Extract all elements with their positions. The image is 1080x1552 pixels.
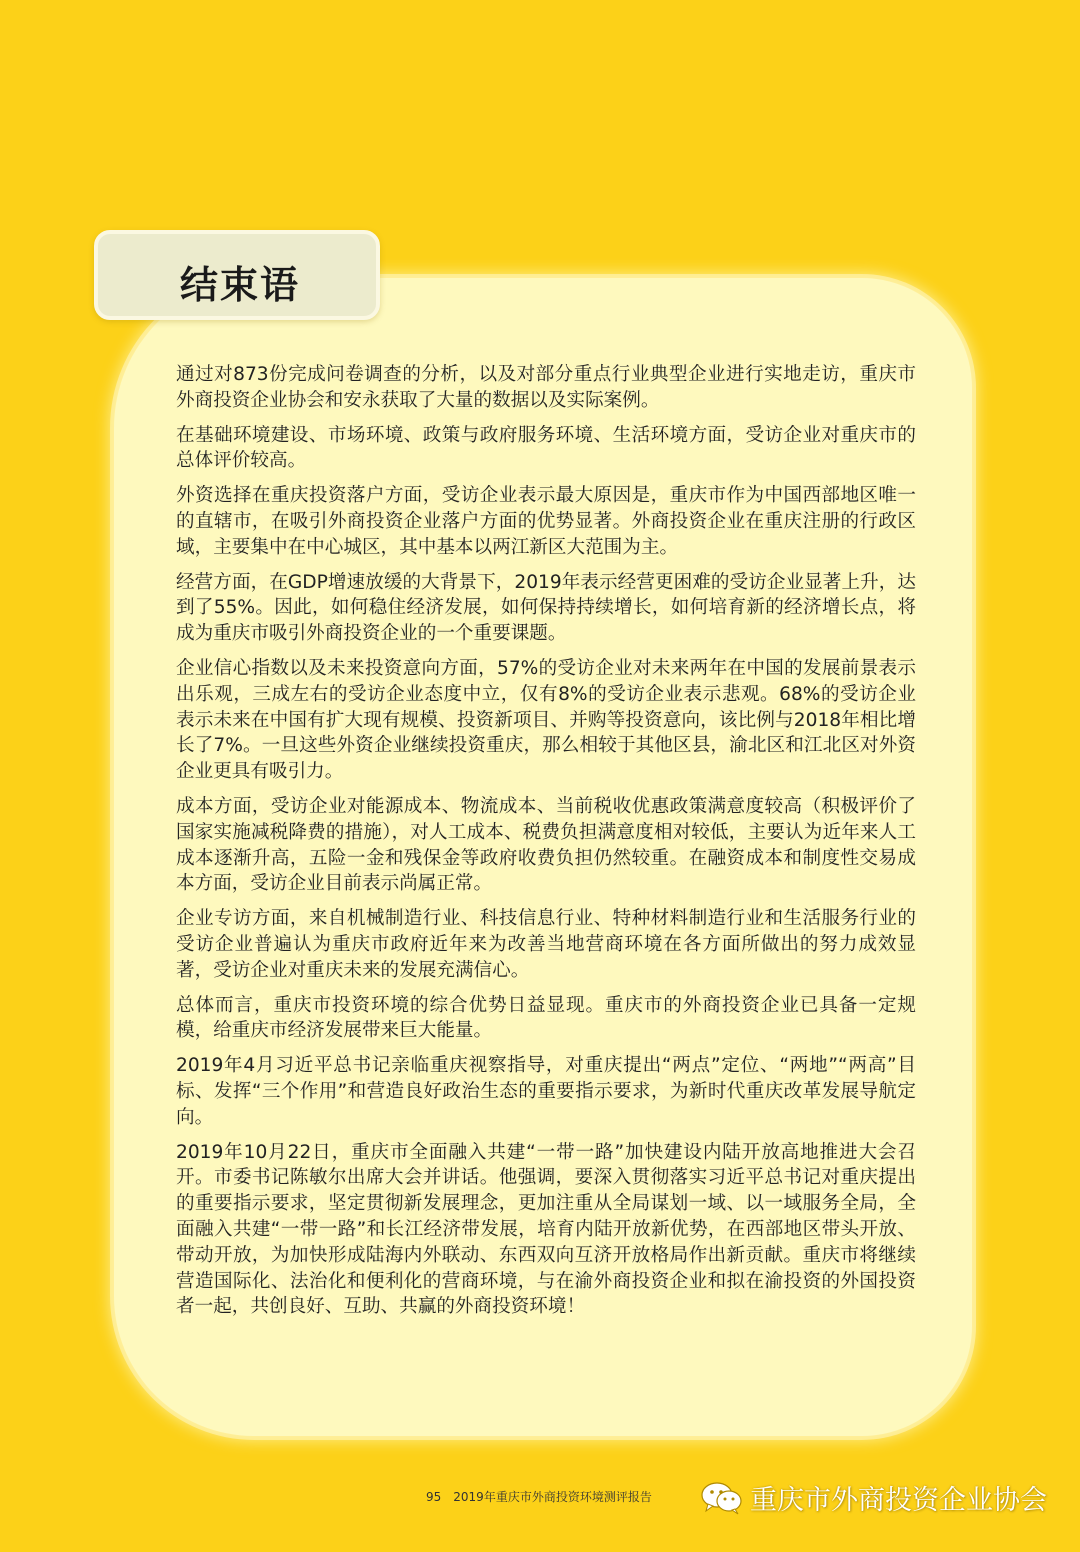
paragraph: 通过对873份完成问卷调查的分析，以及对部分重点行业典型企业进行实地走访，重庆市外商投资企业协会和安永获取了大量的数据以及实际案例。 bbox=[176, 364, 916, 411]
watermark-text: 重庆市外商投资企业协会 bbox=[750, 1485, 1047, 1516]
paragraph: 总体而言，重庆市投资环境的综合优势日益显现。重庆市的外商投资企业已具备一定规模，给重庆市经济发展带来巨大能量。 bbox=[176, 994, 916, 1042]
report-title: 2019年重庆市外商投资环境测评报告 bbox=[453, 1490, 652, 1504]
paragraph: 企业专访方面，来自机械制造行业、科技信息行业、特种材料制造行业和生活服务行业的受访企业普遍认为重庆市政府近年来为改善当地营商环境在各方面所做出的努力成效显著，受访企业对重庆未来的发展充满信心。 bbox=[176, 908, 916, 981]
page-title: 结束语 bbox=[180, 263, 301, 307]
title-tab bbox=[94, 230, 380, 320]
paragraph: 外资选择在重庆投资落户方面，受访企业表示最大原因是，重庆市作为中国西部地区唯一的直辖市，在吸引外商投资企业落户方面的优势显著。外商投资企业在重庆注册的行政区域，主要集中在中心城区，其中基本以两江新区大范围为主。 bbox=[176, 485, 916, 558]
paragraph: 成本方面，受访企业对能源成本、物流成本、当前税收优惠政策满意度较高（积极评价了国家实施减税降费的措施），对人工成本、税费负担满意度相对较低，主要认为近年来人工成本逐渐升高，五险一金和残保金等政府收费负担仍然较重。在融资成本和制度性交易成本方面，受访企业目前表示尚属正常。 bbox=[176, 795, 916, 895]
page-footer bbox=[426, 1488, 664, 1505]
wechat-watermark bbox=[700, 1478, 1047, 1517]
paragraph: 在基础环境建设、市场环境、政策与政府服务环境、生活环境方面，受访企业对重庆市的总体评价较高。 bbox=[176, 424, 916, 472]
page-number: 95 bbox=[426, 1490, 442, 1504]
paragraph: 企业信心指数以及未来投资意向方面，57%的受访企业对未来两年在中国的发展前景表示出乐观，三成左右的受访企业态度中立，仅有8%的受访企业表示悲观。68%的受访企业表示未来在中国有扩大现有规模、投资新项目、并购等投资意向，该比例与2018年相比增长了7%。一旦这些外资企业继续投资重庆，那么相较于其他区县，渝北区和江北区对外资企业更具有吸引力。 bbox=[176, 657, 916, 783]
body-text bbox=[176, 362, 916, 1329]
paragraph: 经营方面，在GDP增速放缓的大背景下，2019年表示经营更困难的受访企业显著上升，达到了55%。因此，如何稳住经济发展，如何保持持续增长，如何培育新的经济增长点，将成为重庆市吸引外商投资企业的一个重要课题。 bbox=[176, 571, 916, 645]
paragraph: 2019年10月22日，重庆市全面融入共建“一带一路”加快建设内陆开放高地推进大会召开。市委书记陈敏尔出席大会并讲话。他强调，要深入贯彻落实习近平总书记对重庆提出的重要指示要求，坚定贯彻新发展理念，更加注重从全局谋划一域、以一域服务全局，全面融入共建“一带一路”和长江经济带发展，培育内陆开放新优势，在西部地区带头开放、带动开放，为加快形成陆海内外联动、东西双向互济开放格局作出新贡献。重庆市将继续营造国际化、法治化和便利化的营商环境，与在渝外商投资企业和拟在渝投资的外国投资者一起，共创良好、互助、共赢的外商投资环境！ bbox=[176, 1141, 916, 1318]
wechat-icon bbox=[700, 1480, 744, 1516]
paragraph: 2019年4月习近平总书记亲临重庆视察指导，对重庆提出“两点”定位、“两地”“两高”目标、发挥“三个作用”和营造良好政治生态的重要指示要求，为新时代重庆改革发展导航定向。 bbox=[176, 1055, 916, 1128]
